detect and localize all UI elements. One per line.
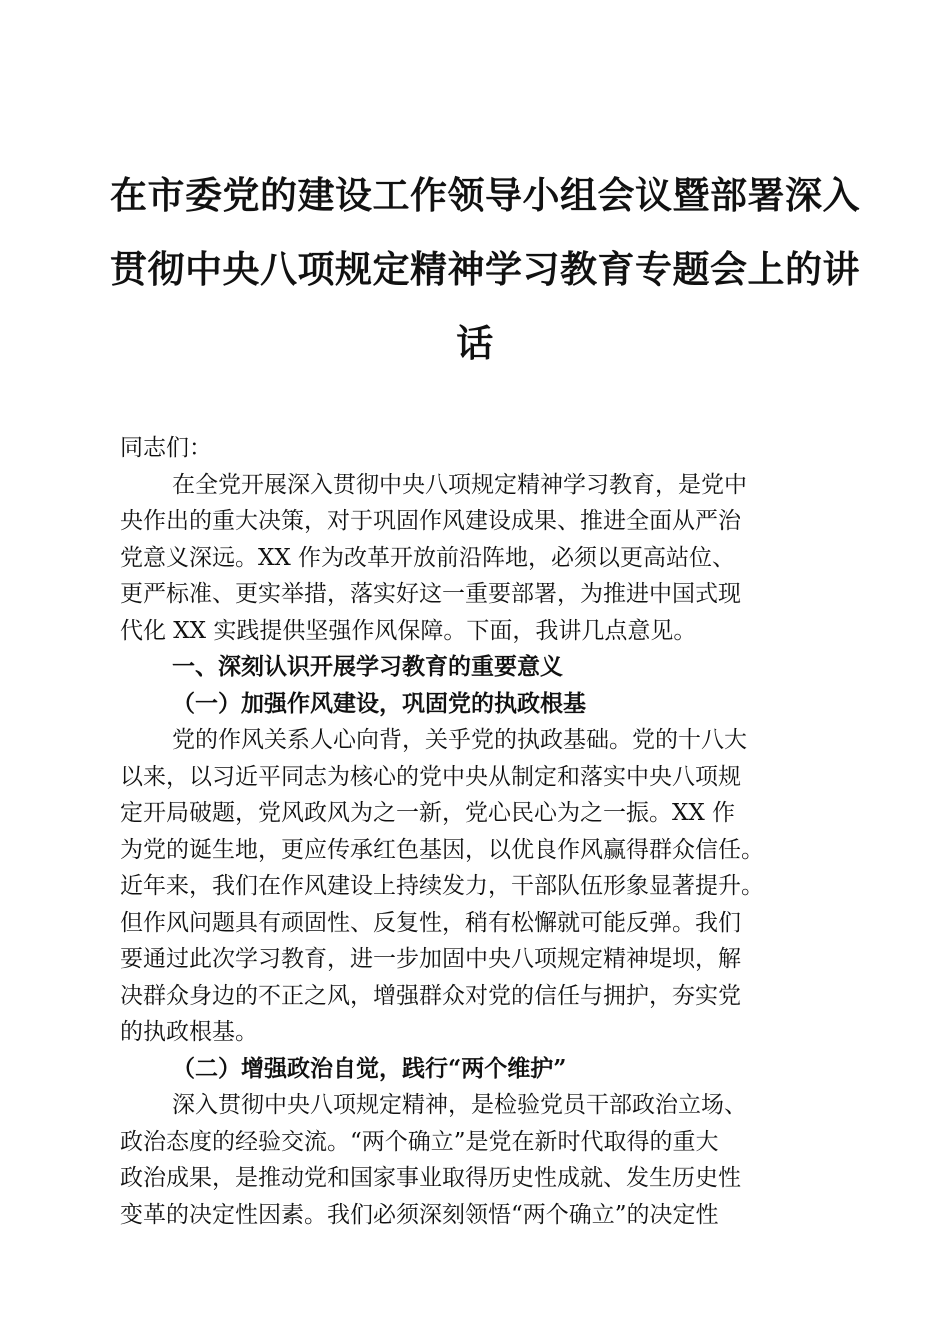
text-line: 以来，以习近平同志为核心的党中央从制定和落实中央八项规 bbox=[120, 763, 741, 790]
text-line: 近年来，我们在作风建设上持续发力，干部队伍形象显著提升。 bbox=[120, 873, 764, 899]
text-line: 但作风问题具有顽固性、反复性，稍有松懈就可能反弹。我们 bbox=[120, 909, 741, 936]
text-line: 党意义深远。XX 作为改革开放前沿阵地，必须以更高站位、 bbox=[120, 544, 736, 571]
text-line: 的执政根基。 bbox=[120, 1019, 258, 1045]
text-line: 央作出的重大决策，对于巩固作风建设成果、推进全面从严治 bbox=[120, 508, 741, 534]
text-line: 政治成果，是推动党和国家事业取得历史性成就、发生历史性 bbox=[120, 1165, 741, 1191]
subsection-heading: （二）增强政治自觉，践行“两个维护” bbox=[172, 1054, 567, 1082]
text-line: 变革的决定性因素。我们必须深刻领悟“两个确立”的决定性 bbox=[120, 1201, 719, 1228]
text-line: 党的作风关系人心向背，关乎党的执政基础。党的十八大 bbox=[172, 727, 747, 753]
document-body bbox=[120, 430, 830, 1233]
subsection-2-paragraph bbox=[120, 1087, 830, 1233]
text-line: 代化 XX 实践提供坚强作风保障。下面，我讲几点意见。 bbox=[120, 617, 697, 644]
title-line: 话 bbox=[456, 321, 494, 365]
text-line: 政治态度的经验交流。“两个确立”是党在新时代取得的重大 bbox=[120, 1128, 719, 1155]
document-title bbox=[110, 158, 860, 380]
text-line: 要通过此次学习教育，进一步加固中央八项规定精神堤坝，解 bbox=[120, 946, 741, 972]
section-heading: 一、深刻认识开展学习教育的重要意义 bbox=[172, 654, 563, 680]
text-line: 深入贯彻中央八项规定精神，是检验党员干部政治立场、 bbox=[172, 1092, 747, 1118]
text-line: 定开局破题，党风政风为之一新，党心民心为之一振。XX 作 bbox=[120, 800, 736, 826]
text-line: 决群众身边的不正之风，增强群众对党的信任与拥护，夯实党 bbox=[120, 982, 741, 1009]
intro-paragraph bbox=[120, 467, 830, 650]
title-line: 在市委党的建设工作领导小组会议暨部署深入 bbox=[110, 173, 860, 217]
text-line: 更严标准、更实举措，落实好这一重要部署，为推进中国式现 bbox=[120, 581, 741, 607]
subsection-1-paragraph bbox=[120, 722, 830, 1051]
title-line: 贯彻中央八项规定精神学习教育专题会上的讲 bbox=[110, 247, 860, 291]
salutation: 同志们： bbox=[120, 435, 212, 461]
subsection-heading: （一）加强作风建设，巩固党的执政根基 bbox=[172, 689, 586, 717]
text-line: 在全党开展深入贯彻中央八项规定精神学习教育，是党中 bbox=[172, 471, 747, 498]
text-line: 为党的诞生地，更应传承红色基因，以优良作风赢得群众信任。 bbox=[120, 836, 764, 863]
